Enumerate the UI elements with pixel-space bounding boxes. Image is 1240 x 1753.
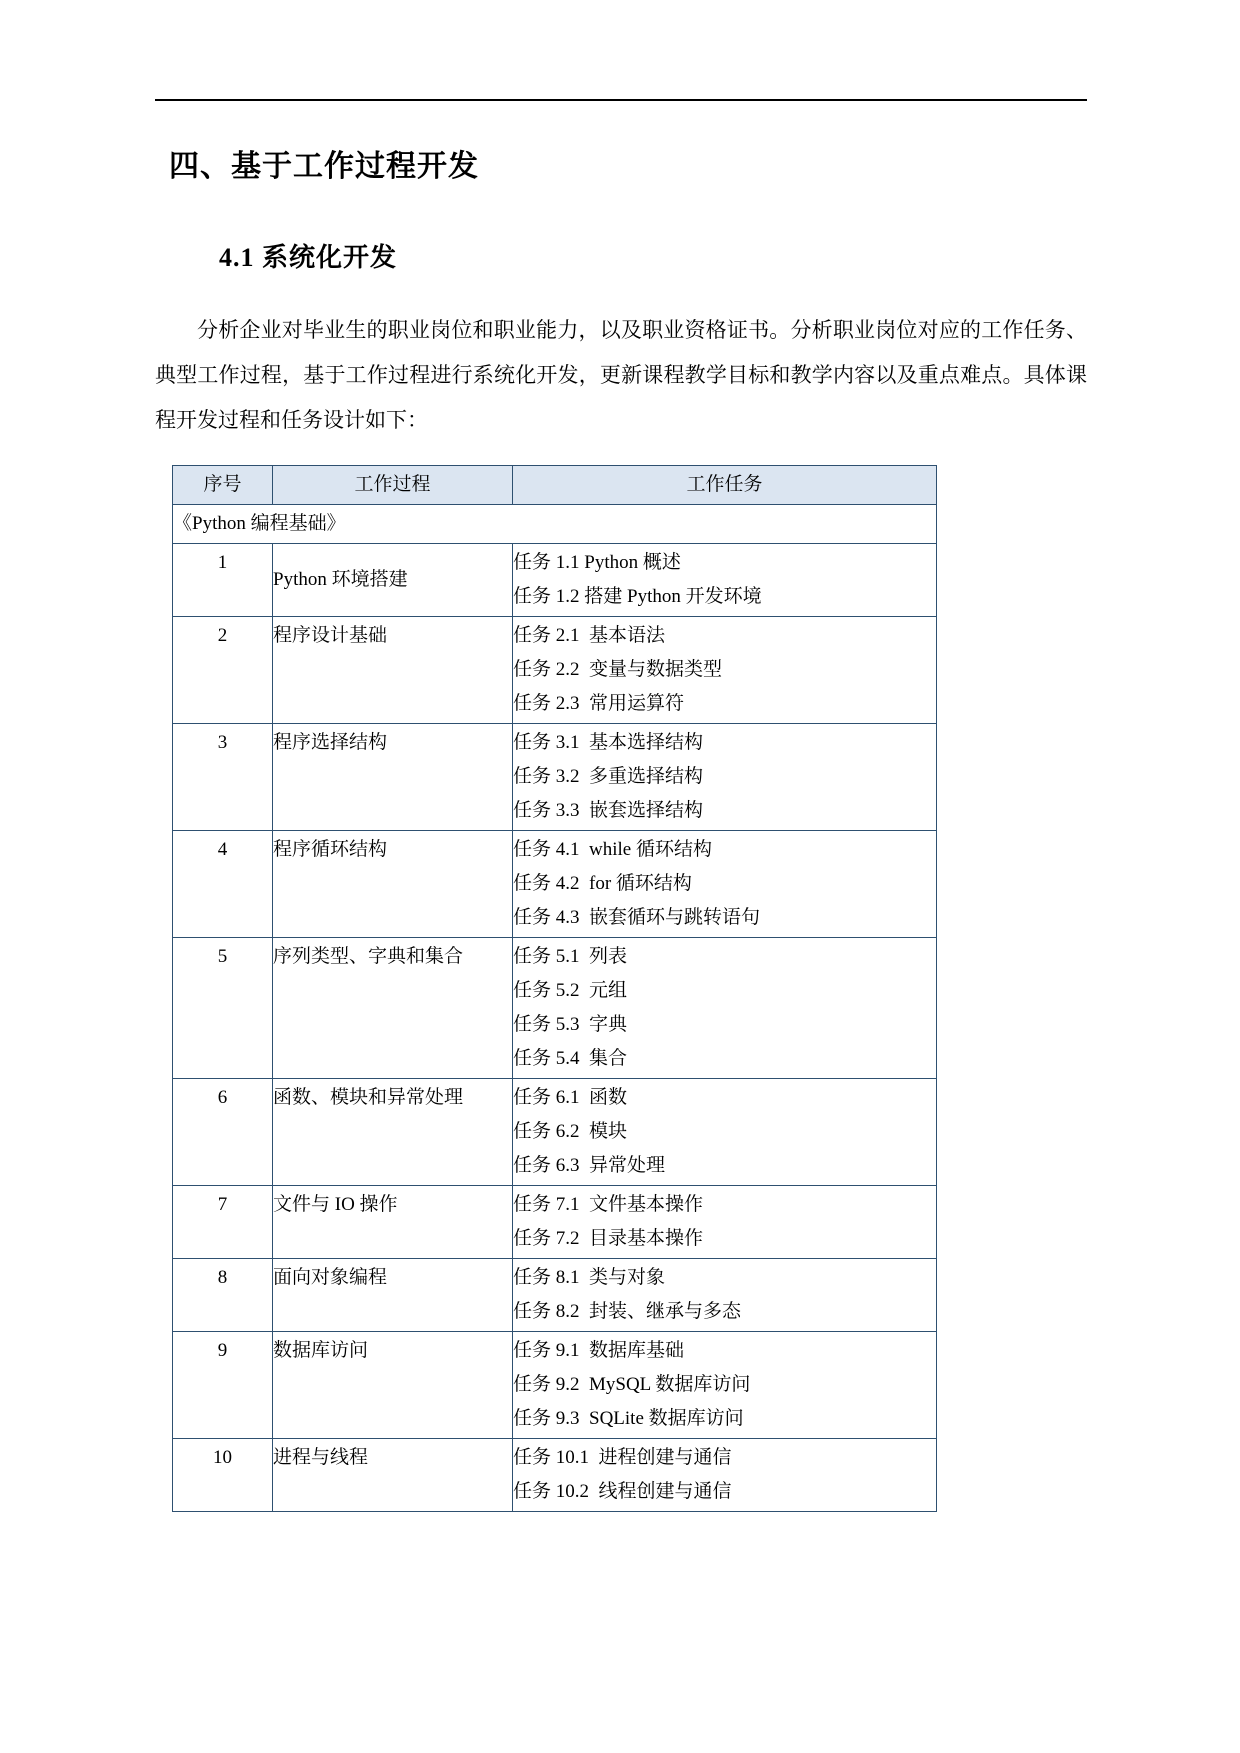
row-number: 10 bbox=[173, 1439, 273, 1512]
row-number: 8 bbox=[173, 1259, 273, 1332]
row-number: 6 bbox=[173, 1079, 273, 1186]
header-cell-tasks: 工作任务 bbox=[513, 466, 937, 505]
task-item: 任务 9.2 MySQL 数据库访问 bbox=[513, 1374, 751, 1395]
work-process: 文件与 IO 操作 bbox=[273, 1186, 513, 1259]
row-number: 2 bbox=[173, 617, 273, 724]
task-item: 任务 6.2 模块 bbox=[513, 1121, 628, 1142]
task-item: 任务 4.2 for 循环结构 bbox=[513, 873, 692, 894]
work-process: 序列类型、字典和集合 bbox=[273, 938, 513, 1079]
row-number: 3 bbox=[173, 724, 273, 831]
table-header-row bbox=[173, 466, 937, 505]
section-heading: 四、基于工作过程开发 bbox=[169, 150, 479, 183]
task-item: 任务 9.3 SQLite 数据库访问 bbox=[513, 1408, 744, 1429]
work-tasks bbox=[513, 1259, 937, 1332]
work-tasks bbox=[513, 1439, 937, 1512]
task-item: 任务 1.1 Python 概述 bbox=[513, 552, 681, 573]
header-cell-process: 工作过程 bbox=[273, 466, 513, 505]
row-number: 1 bbox=[173, 544, 273, 617]
work-tasks bbox=[513, 831, 937, 938]
table-row bbox=[173, 1439, 937, 1512]
task-item: 任务 1.2 搭建 Python 开发环境 bbox=[513, 586, 762, 607]
row-number: 4 bbox=[173, 831, 273, 938]
table-row bbox=[173, 938, 937, 1079]
work-tasks bbox=[513, 544, 937, 617]
course-design-table bbox=[172, 465, 937, 1512]
work-process: Python 环境搭建 bbox=[273, 544, 513, 617]
work-tasks bbox=[513, 1079, 937, 1186]
work-process: 函数、模块和异常处理 bbox=[273, 1079, 513, 1186]
task-item: 任务 3.1 基本选择结构 bbox=[513, 732, 704, 753]
table-row bbox=[173, 1332, 937, 1439]
table-row bbox=[173, 1079, 937, 1186]
task-item: 任务 10.1 进程创建与通信 bbox=[513, 1447, 732, 1468]
task-item: 任务 9.1 数据库基础 bbox=[513, 1340, 685, 1361]
table-row bbox=[173, 831, 937, 938]
course-title-cell: 《Python 编程基础》 bbox=[173, 505, 937, 544]
task-item: 任务 3.2 多重选择结构 bbox=[513, 766, 704, 787]
task-item: 任务 10.2 线程创建与通信 bbox=[513, 1481, 732, 1502]
subsection-heading: 4.1 系统化开发 bbox=[219, 243, 398, 272]
work-process: 程序选择结构 bbox=[273, 724, 513, 831]
intro-paragraph: 分析企业对毕业生的职业岗位和职业能力，以及职业资格证书。分析职业岗位对应的工作任务、典型工作过程，基于工作过程进行系统化开发，更新课程教学目标和教学内容以及重点难点。具体课程开发过程和任务设计如下： bbox=[155, 318, 1087, 432]
table-row bbox=[173, 617, 937, 724]
task-item: 任务 5.2 元组 bbox=[513, 980, 628, 1001]
page-content bbox=[155, 0, 1087, 1512]
task-item: 任务 3.3 嵌套选择结构 bbox=[513, 800, 704, 821]
work-tasks bbox=[513, 938, 937, 1079]
task-item: 任务 8.2 封装、继承与多态 bbox=[513, 1301, 742, 1322]
task-item: 任务 2.3 常用运算符 bbox=[513, 693, 685, 714]
task-item: 任务 4.1 while 循环结构 bbox=[513, 839, 712, 860]
work-process: 程序循环结构 bbox=[273, 831, 513, 938]
task-item: 任务 5.3 字典 bbox=[513, 1014, 628, 1035]
work-tasks bbox=[513, 1332, 937, 1439]
work-process: 进程与线程 bbox=[273, 1439, 513, 1512]
row-number: 7 bbox=[173, 1186, 273, 1259]
task-item: 任务 5.4 集合 bbox=[513, 1048, 628, 1069]
task-item: 任务 7.1 文件基本操作 bbox=[513, 1194, 704, 1215]
work-tasks bbox=[513, 1186, 937, 1259]
task-item: 任务 7.2 目录基本操作 bbox=[513, 1228, 704, 1249]
task-item: 任务 6.3 异常处理 bbox=[513, 1155, 666, 1176]
task-item: 任务 2.2 变量与数据类型 bbox=[513, 659, 723, 680]
work-tasks bbox=[513, 617, 937, 724]
task-item: 任务 6.1 函数 bbox=[513, 1087, 628, 1108]
work-process: 面向对象编程 bbox=[273, 1259, 513, 1332]
work-tasks bbox=[513, 724, 937, 831]
table-row bbox=[173, 1186, 937, 1259]
row-number: 9 bbox=[173, 1332, 273, 1439]
task-item: 任务 4.3 嵌套循环与跳转语句 bbox=[513, 907, 761, 928]
table-row bbox=[173, 1259, 937, 1332]
row-number: 5 bbox=[173, 938, 273, 1079]
table-row bbox=[173, 724, 937, 831]
work-process: 数据库访问 bbox=[273, 1332, 513, 1439]
work-process: 程序设计基础 bbox=[273, 617, 513, 724]
header-rule bbox=[155, 99, 1087, 101]
header-cell-no: 序号 bbox=[173, 466, 273, 505]
table-section-row bbox=[173, 505, 937, 544]
task-item: 任务 2.1 基本语法 bbox=[513, 625, 666, 646]
task-item: 任务 8.1 类与对象 bbox=[513, 1267, 666, 1288]
table-row bbox=[173, 544, 937, 617]
task-item: 任务 5.1 列表 bbox=[513, 946, 628, 967]
